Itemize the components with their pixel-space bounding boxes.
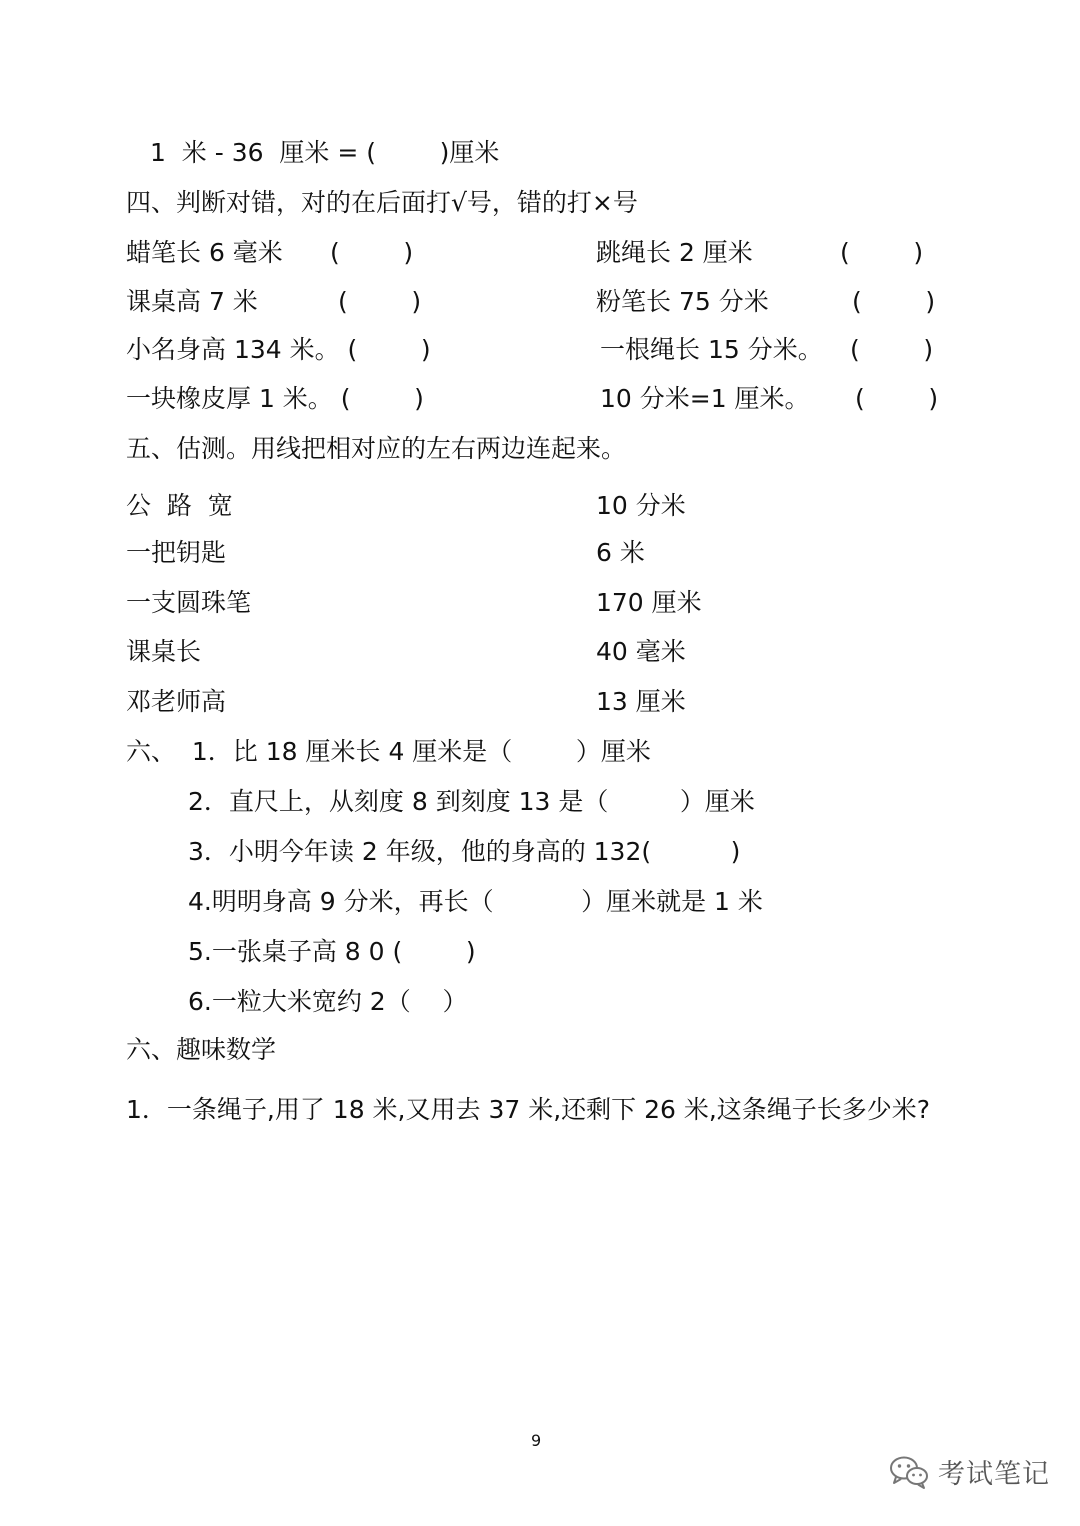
section-4-heading: 四、判断对错，对的在后面打√号，错的打×号 xyxy=(126,188,638,217)
fill-question-5: 5.一张桌子高 8 0 ( ) xyxy=(188,937,476,966)
judge-blank-3: ( ) xyxy=(338,287,422,316)
judge-item-2: 跳绳长 2 厘米 xyxy=(596,238,753,267)
match-left-2: 一把钥匙 xyxy=(126,538,227,567)
judge-blank-4: ( ) xyxy=(852,287,936,316)
match-right-1: 10 分米 xyxy=(596,491,686,520)
conversion-line: 1 米 - 36 厘米 = ( )厘米 xyxy=(150,138,500,167)
judge-blank-8: ( ) xyxy=(855,384,939,413)
watermark xyxy=(888,1452,1050,1491)
wechat-icon xyxy=(888,1454,930,1490)
match-left-3: 一支圆珠笔 xyxy=(126,588,252,617)
match-right-2: 6 米 xyxy=(596,538,645,567)
match-right-4: 40 毫米 xyxy=(596,637,686,666)
judge-item-6: 一根绳长 15 分米。 xyxy=(600,335,823,364)
judge-item-5: 小名身高 134 米。 ( ) xyxy=(126,335,431,364)
judge-item-3: 课桌高 7 米 xyxy=(126,287,258,316)
judge-item-1: 蜡笔长 6 毫米 xyxy=(126,238,283,267)
judge-blank-2: ( ) xyxy=(840,238,924,267)
judge-item-8: 10 分米=1 厘米。 xyxy=(600,384,810,413)
fill-question-6: 6.一粒大米宽约 2（ ） xyxy=(188,987,468,1016)
match-right-3: 170 厘米 xyxy=(596,588,702,617)
word-problem-1: 1．一条绳子,用了 18 米,又用去 37 米,还剩下 26 米,这条绳子长多少米? xyxy=(126,1095,931,1124)
match-right-5: 13 厘米 xyxy=(596,687,686,716)
section-6-heading: 六、趣味数学 xyxy=(126,1035,277,1064)
judge-item-4: 粉笔长 75 分米 xyxy=(596,287,769,316)
watermark-text: 考试笔记 xyxy=(938,1459,1050,1490)
judge-blank-6: ( ) xyxy=(850,335,934,364)
judge-item-7: 一块橡皮厚 1 米。 ( ) xyxy=(126,384,424,413)
fill-question-4: 4.明明身高 9 分米，再长（ ）厘米就是 1 米 xyxy=(188,887,763,916)
page-number: 9 xyxy=(531,1431,542,1450)
fill-question-3: 3．小明今年读 2 年级，他的身高的 132( ) xyxy=(188,837,741,866)
match-left-5: 邓老师高 xyxy=(126,687,227,716)
match-left-1: 公 路 宽 xyxy=(126,491,233,520)
fill-question-1: 六、 1．比 18 厘米长 4 厘米是（ ）厘米 xyxy=(126,737,651,766)
section-5-heading: 五、估测。用线把相对应的左右两边连起来。 xyxy=(126,434,627,463)
match-left-4: 课桌长 xyxy=(126,637,202,666)
fill-question-2: 2．直尺上，从刻度 8 到刻度 13 是（ ）厘米 xyxy=(188,787,755,816)
judge-blank-1: ( ) xyxy=(330,238,414,267)
